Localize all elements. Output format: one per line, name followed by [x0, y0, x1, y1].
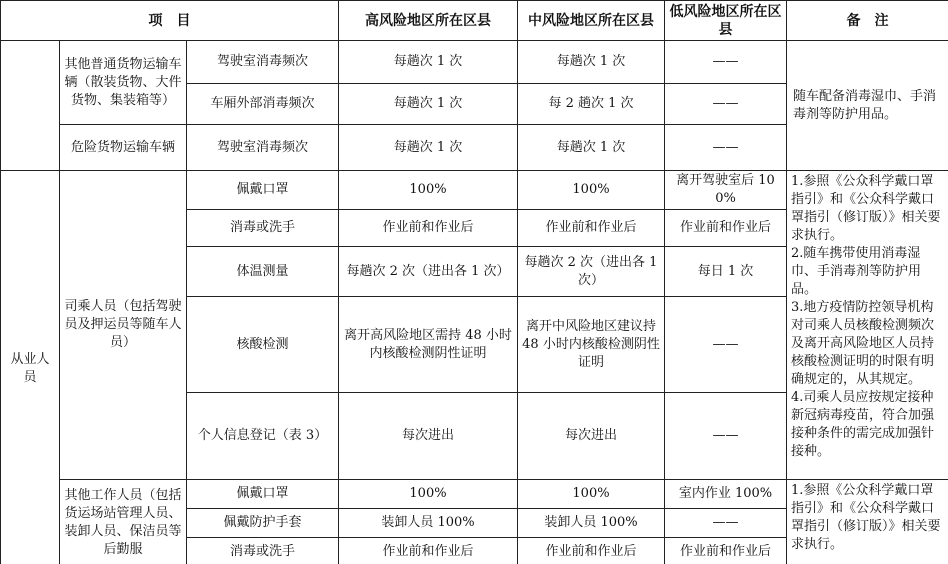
row-mid: 每趟次 1 次: [518, 41, 665, 84]
row-high: 每次进出: [339, 393, 518, 480]
row-high: 作业前和作业后: [339, 538, 518, 564]
row-mid: 每次进出: [518, 393, 665, 480]
row-high: 每趟次 1 次: [339, 84, 518, 125]
row-item: 佩戴口罩: [187, 480, 339, 509]
other-workers-notes: [787, 480, 948, 564]
row-mid: 装卸人员 100%: [518, 509, 665, 538]
table-row: [1, 41, 948, 84]
row-high: 每趟次 1 次: [339, 125, 518, 171]
row-mid: 每 2 趟次 1 次: [518, 84, 665, 125]
row-item: 佩戴防护手套: [187, 509, 339, 538]
row-item: 消毒或洗手: [187, 210, 339, 247]
vehicle-section-blank: [1, 41, 60, 171]
row-low: 每日 1 次: [665, 247, 787, 297]
row-high: 100%: [339, 480, 518, 509]
row-mid: 作业前和作业后: [518, 210, 665, 247]
row-item: 核酸检测: [187, 297, 339, 393]
drivers-note: 4.司乘人员应按规定接种新冠病毒疫苗，符合加强接种条件的需完成加强针接种。: [791, 390, 935, 459]
header-item: 项 目: [1, 1, 339, 41]
other-workers-note: 1.参照《公众科学戴口罩指引》和《公众科学戴口罩指引（修订版）》相关要求执行。: [791, 483, 941, 552]
row-high: 离开高风险地区需持 48 小时内核酸检测阴性证明: [339, 297, 518, 393]
row-low: ——: [665, 41, 787, 84]
row-high: 装卸人员 100%: [339, 509, 518, 538]
row-low: ——: [665, 125, 787, 171]
header-low-risk: 低风险地区所在区县: [665, 1, 787, 41]
row-high: 每趟次 1 次: [339, 41, 518, 84]
vehicle-remark: 随车配备消毒湿巾、手消毒剂等防护用品。: [787, 41, 948, 171]
row-low: ——: [665, 393, 787, 480]
row-item: 车厢外部消毒频次: [187, 84, 339, 125]
header-row: [1, 1, 948, 41]
other-workers-category: 其他工作人员（包括货运场站管理人员、装卸人员、保洁员等后勤服: [60, 480, 187, 564]
row-item: 驾驶室消毒频次: [187, 125, 339, 171]
header-remarks: 备 注: [787, 1, 948, 41]
row-high: 每趟次 2 次（进出各 1 次）: [339, 247, 518, 297]
header-mid-risk: 中风险地区所在区县: [518, 1, 665, 41]
row-high: 100%: [339, 171, 518, 210]
row-mid: 作业前和作业后: [518, 538, 665, 564]
row-mid: 100%: [518, 171, 665, 210]
table-row: [1, 171, 948, 210]
row-mid: 每趟次 1 次: [518, 125, 665, 171]
table-row: [1, 480, 948, 509]
row-item: 体温测量: [187, 247, 339, 297]
row-item: 佩戴口罩: [187, 171, 339, 210]
row-low: 作业前和作业后: [665, 210, 787, 247]
drivers-note: 2.随车携带使用消毒湿巾、手消毒剂等防护用品。: [791, 246, 922, 297]
drivers-notes: [787, 171, 948, 480]
drivers-note: 1.参照《公众科学戴口罩指引》和《公众科学戴口罩指引（修订版）》相关要求执行。: [791, 174, 941, 243]
row-mid: 离开中风险地区建议持 48 小时内核酸检测阴性证明: [518, 297, 665, 393]
row-low: ——: [665, 297, 787, 393]
row-low: ——: [665, 509, 787, 538]
row-low: 作业前和作业后: [665, 538, 787, 564]
row-item: 驾驶室消毒频次: [187, 41, 339, 84]
drivers-category: 司乘人员（包括驾驶员及押运员等随车人员）: [60, 171, 187, 480]
staff-section-label: 从业人员: [1, 171, 60, 564]
row-item: 消毒或洗手: [187, 538, 339, 564]
row-low: ——: [665, 84, 787, 125]
header-high-risk: 高风险地区所在区县: [339, 1, 518, 41]
row-low: 离开驾驶室后 100%: [665, 171, 787, 210]
row-item: 个人信息登记（表 3）: [187, 393, 339, 480]
drivers-note: 3.地方疫情防控领导机构对司乘人员核酸检测频次及离开高风险地区人员持核酸检测证明的时限有明确规定的，从其规定。: [791, 300, 935, 387]
row-low: 室内作业 100%: [665, 480, 787, 509]
row-high: 作业前和作业后: [339, 210, 518, 247]
general-cargo-category: 其他普通货物运输车辆（散装货物、大件货物、集装箱等）: [60, 41, 187, 125]
row-mid: 100%: [518, 480, 665, 509]
dangerous-goods-category: 危险货物运输车辆: [60, 125, 187, 171]
row-mid: 每趟次 2 次（进出各 1 次）: [518, 247, 665, 297]
